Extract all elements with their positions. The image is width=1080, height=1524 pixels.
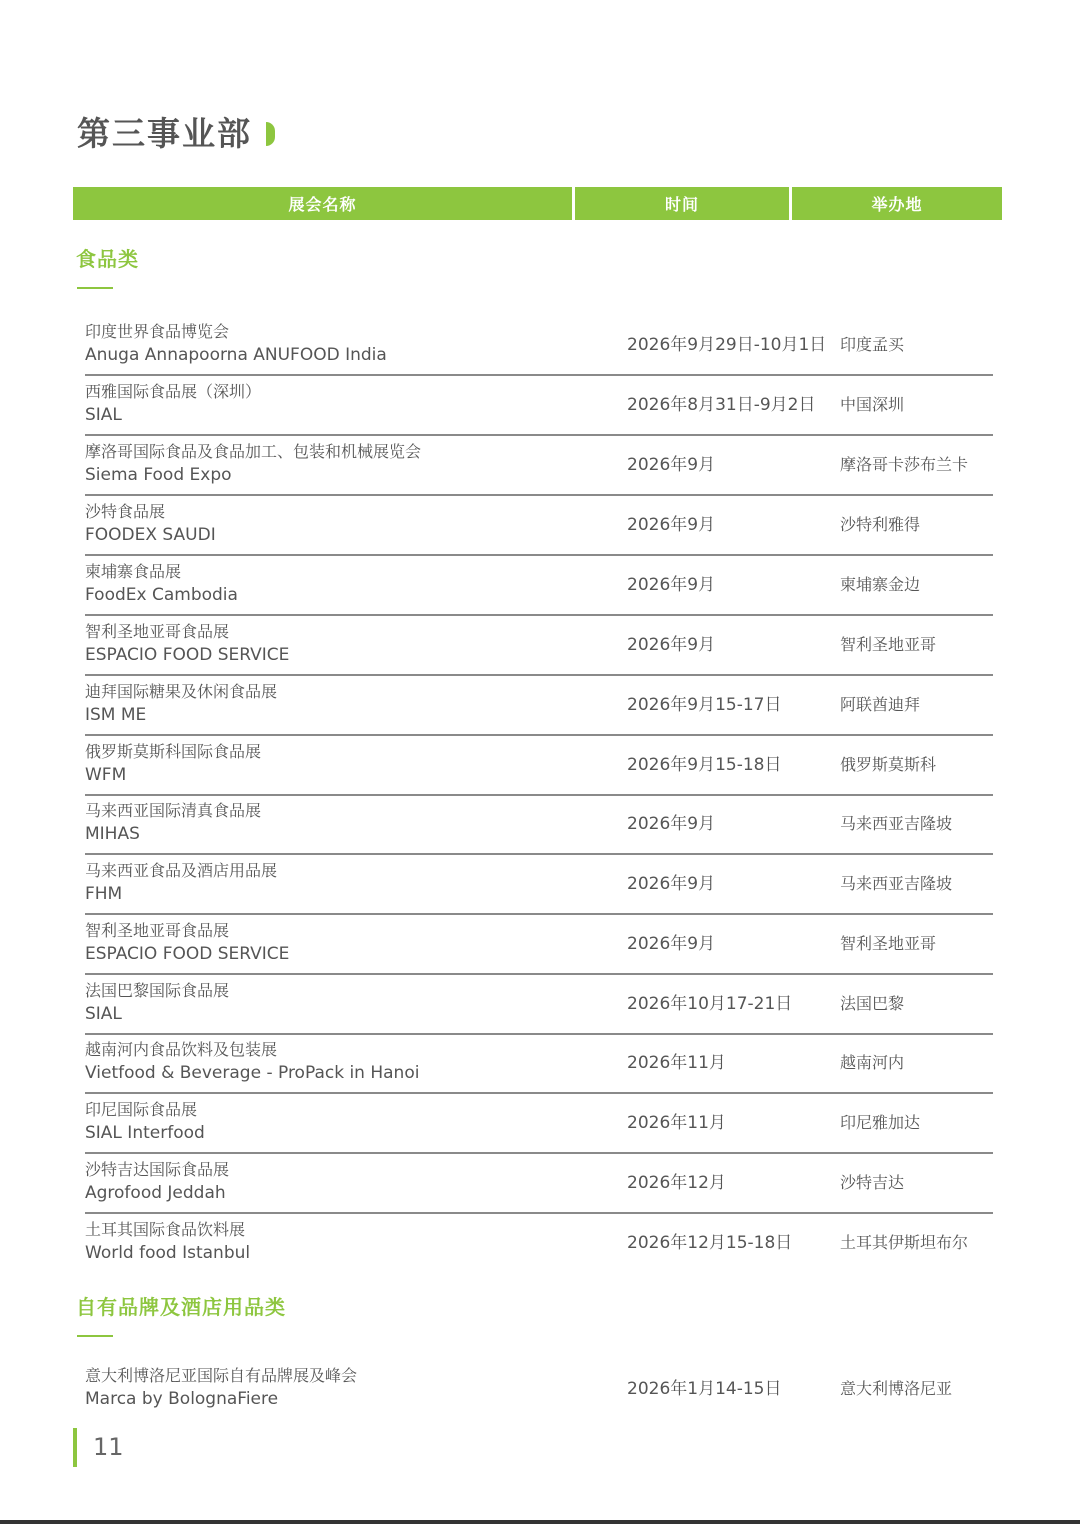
exhibition-name-cn: 西雅国际食品展（深圳） (85, 382, 262, 401)
row-divider (85, 853, 993, 855)
exhibition-place: 阿联酋迪拜 (840, 695, 921, 714)
table-row (85, 438, 993, 496)
exhibition-name-en: World food Istanbul (85, 1243, 251, 1263)
exhibition-date: 2026年8月31日-9月2日 (627, 395, 816, 415)
exhibition-name-cn: 俄罗斯莫斯科国际食品展 (85, 742, 262, 761)
exhibition-name-cn: 沙特食品展 (85, 502, 166, 521)
category-title-food: 食品类 (76, 247, 139, 271)
exhibition-name-cn: 迪拜国际糖果及休闲食品展 (85, 682, 278, 701)
exhibition-date: 2026年9月15-18日 (627, 755, 782, 775)
table-row (85, 797, 993, 855)
row-divider (85, 1033, 993, 1035)
exhibition-date: 2026年11月 (627, 1053, 726, 1073)
exhibition-place: 意大利博洛尼亚 (840, 1379, 953, 1398)
exhibition-place: 马来西亚吉隆坡 (840, 814, 953, 833)
exhibition-name-en: FHM (85, 884, 123, 904)
exhibition-place: 俄罗斯莫斯科 (840, 755, 937, 774)
exhibition-name-en: SIAL Interfood (85, 1123, 205, 1143)
exhibition-place: 马来西亚吉隆坡 (840, 874, 953, 893)
exhibition-name-cn: 土耳其国际食品饮料展 (85, 1220, 246, 1239)
header-name: 展会名称 (73, 187, 572, 220)
exhibition-name-cn: 意大利博洛尼亚国际自有品牌展及峰会 (85, 1366, 358, 1385)
table-row (85, 738, 993, 796)
exhibition-place: 印尼雅加达 (840, 1113, 921, 1132)
row-divider (85, 1152, 993, 1154)
exhibition-date: 2026年9月 (627, 575, 716, 595)
table-row (85, 917, 993, 975)
exhibition-name-en: Vietfood & Beverage - ProPack in Hanoi (85, 1063, 420, 1083)
page-number-bar (73, 1428, 77, 1467)
exhibition-place: 智利圣地亚哥 (840, 635, 937, 654)
row-divider (85, 674, 993, 676)
table-row (85, 977, 993, 1035)
exhibition-name-cn: 法国巴黎国际食品展 (85, 981, 230, 1000)
row-divider (85, 554, 993, 556)
exhibition-date: 2026年9月 (627, 455, 716, 475)
exhibition-date: 2026年12月15-18日 (627, 1233, 793, 1253)
exhibition-name-en: FoodEx Cambodia (85, 585, 238, 605)
table-row (85, 558, 993, 616)
header-time: 时间 (575, 187, 789, 220)
exhibition-name-cn: 沙特吉达国际食品展 (85, 1160, 230, 1179)
exhibition-name-cn: 柬埔寨食品展 (85, 562, 182, 581)
exhibition-place: 沙特吉达 (840, 1173, 905, 1192)
exhibition-name-en: ESPACIO FOOD SERVICE (85, 645, 290, 665)
exhibition-place: 土耳其伊斯坦布尔 (840, 1233, 969, 1252)
row-divider (85, 374, 993, 376)
header-place: 举办地 (792, 187, 1002, 220)
table-row (85, 1096, 993, 1154)
exhibition-name-cn: 马来西亚食品及酒店用品展 (85, 861, 278, 880)
row-divider (85, 434, 993, 436)
exhibition-name-cn: 印度世界食品博览会 (85, 322, 230, 341)
exhibition-date: 2026年12月 (627, 1173, 726, 1193)
exhibition-name-en: WFM (85, 765, 127, 785)
table-row (85, 378, 993, 436)
exhibition-name-en: FOODEX SAUDI (85, 525, 216, 545)
exhibition-name-cn: 智利圣地亚哥食品展 (85, 622, 230, 641)
exhibition-name-en: SIAL (85, 405, 122, 425)
exhibition-date: 2026年9月 (627, 814, 716, 834)
exhibition-place: 沙特利雅得 (840, 515, 921, 534)
exhibition-date: 2026年11月 (627, 1113, 726, 1133)
exhibition-name-en: SIAL (85, 1004, 122, 1024)
title-accent-mark (266, 122, 275, 146)
row-divider (85, 913, 993, 915)
exhibition-place: 摩洛哥卡莎布兰卡 (840, 455, 969, 474)
table-row (85, 618, 993, 676)
exhibition-name-cn: 越南河内食品饮料及包装展 (85, 1040, 278, 1059)
exhibition-place: 印度孟买 (840, 335, 905, 354)
exhibition-date: 2026年9月 (627, 515, 716, 535)
exhibition-name-en: ESPACIO FOOD SERVICE (85, 944, 290, 964)
category-underline (77, 287, 113, 289)
row-divider (85, 734, 993, 736)
exhibition-place: 智利圣地亚哥 (840, 934, 937, 953)
table-row (85, 1216, 993, 1274)
exhibition-name-en: Marca by BolognaFiere (85, 1389, 279, 1409)
exhibition-date: 2026年9月 (627, 934, 716, 954)
table-row (85, 1362, 993, 1420)
table-row (85, 498, 993, 556)
exhibition-date: 2026年9月 (627, 635, 716, 655)
row-divider (85, 973, 993, 975)
row-divider (85, 794, 993, 796)
row-divider (85, 1092, 993, 1094)
exhibition-place: 越南河内 (840, 1053, 905, 1072)
table-row (85, 1036, 993, 1094)
row-divider (85, 1212, 993, 1214)
exhibition-date: 2026年9月15-17日 (627, 695, 782, 715)
exhibition-place: 柬埔寨金边 (840, 575, 921, 594)
page-title: 第三事业部 (77, 114, 252, 153)
exhibition-place: 法国巴黎 (840, 994, 905, 1013)
page-number: 11 (93, 1433, 124, 1461)
table-row (85, 1156, 993, 1214)
exhibition-name-cn: 智利圣地亚哥食品展 (85, 921, 230, 940)
table-row (85, 318, 993, 376)
category-title-private-label: 自有品牌及酒店用品类 (76, 1295, 286, 1319)
exhibition-name-cn: 马来西亚国际清真食品展 (85, 801, 262, 820)
table-header (73, 187, 1002, 220)
exhibition-place: 中国深圳 (840, 395, 905, 414)
exhibition-date: 2026年10月17-21日 (627, 994, 793, 1014)
table-row (85, 857, 993, 915)
bottom-edge (0, 1520, 1080, 1524)
exhibition-date: 2026年9月 (627, 874, 716, 894)
exhibition-name-cn: 印尼国际食品展 (85, 1100, 198, 1119)
row-divider (85, 614, 993, 616)
exhibition-name-en: Anuga Annapoorna ANUFOOD India (85, 345, 387, 365)
row-divider (85, 494, 993, 496)
exhibition-name-en: Agrofood Jeddah (85, 1183, 226, 1203)
category-underline (77, 1335, 113, 1337)
exhibition-name-en: ISM ME (85, 705, 147, 725)
table-row (85, 678, 993, 736)
exhibition-date: 2026年9月29日-10月1日 (627, 335, 827, 355)
exhibition-name-en: Siema Food Expo (85, 465, 232, 485)
exhibition-date: 2026年1月14-15日 (627, 1379, 782, 1399)
exhibition-name-cn: 摩洛哥国际食品及食品加工、包装和机械展览会 (85, 442, 422, 461)
exhibition-name-en: MIHAS (85, 824, 140, 844)
